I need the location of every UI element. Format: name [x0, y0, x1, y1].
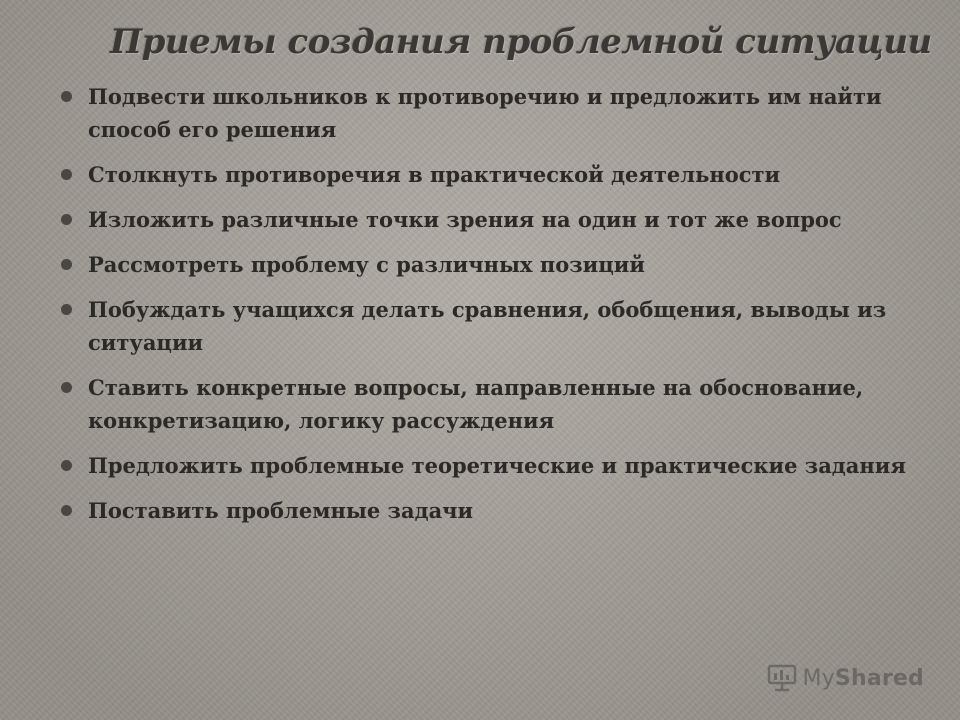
bullet-dot-icon [61, 382, 72, 393]
list-item [60, 494, 930, 527]
bullet-dot-icon [61, 259, 72, 270]
bullet-dot-icon [61, 304, 72, 315]
watermark-prefix: My [802, 665, 835, 691]
list-item [60, 248, 930, 281]
myshared-watermark [767, 664, 924, 692]
bullet-text: Поставить проблемные задачи [88, 498, 474, 523]
bullet-list [60, 80, 930, 539]
watermark-text [803, 666, 924, 691]
bullet-text: Ставить конкретные вопросы, направленные на обоснование, конкретизацию, логику рассуждения [88, 375, 864, 433]
slide-title: Приемы создания проблемной ситуации [110, 22, 932, 62]
list-item [60, 449, 930, 482]
list-item [60, 80, 930, 146]
bullet-dot-icon [61, 505, 72, 516]
watermark-suffix: Shared [834, 665, 924, 691]
list-item [60, 158, 930, 191]
bullet-dot-icon [61, 91, 72, 102]
bullet-text: Побуждать учащихся делать сравнения, обобщения, выводы из ситуации [88, 297, 887, 355]
list-item [60, 203, 930, 236]
bullet-text: Столкнуть противоречия в практической деятельности [88, 162, 781, 187]
bullet-dot-icon [61, 460, 72, 471]
list-item [60, 293, 930, 359]
bullet-dot-icon [61, 214, 72, 225]
bullet-text: Рассмотреть проблему с различных позиций [88, 252, 645, 277]
bullet-text: Подвести школьников к противоречию и предложить им найти способ его решения [88, 84, 882, 142]
bullet-text: Изложить различные точки зрения на один и тот же вопрос [88, 207, 842, 232]
list-item [60, 371, 930, 437]
bullet-text: Предложить проблемные теоретические и практические задания [88, 453, 906, 478]
presentation-board-icon [767, 664, 797, 692]
bullet-dot-icon [61, 169, 72, 180]
